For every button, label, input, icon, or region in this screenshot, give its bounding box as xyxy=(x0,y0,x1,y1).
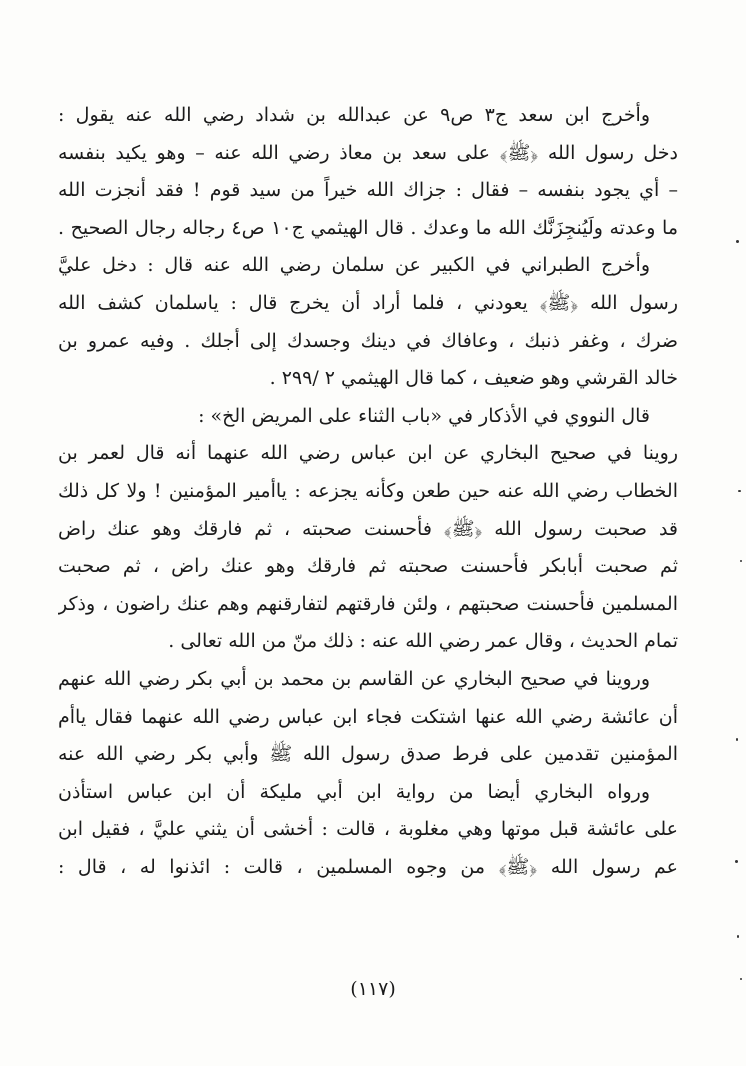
text-line: المؤمنين تقدمين على فرط صدق رسول الله ﷺ وأبي بكر رضي الله عنه xyxy=(58,743,678,766)
text-line: أن عائشة رضي الله عنها اشتكت فجاء ابن عباس رضي الله عنهما فقال ياأم xyxy=(58,705,678,728)
text-line: الخطاب رضي الله عنه حين طعن وكأنه يجزعه : ياأمير المؤمنين ! ولا كل ذلك xyxy=(58,479,678,502)
text-line: وروينا في صحيح البخاري عن القاسم بن محمد بن أبي بكر رضي الله عنهم xyxy=(58,667,650,690)
scan-speck xyxy=(738,490,741,492)
text-line: رسول الله ﴿ﷺ﴾ يعودني ، فلما أراد أن يخرج قال : ياسلمان كشف الله xyxy=(58,291,678,314)
scan-speck xyxy=(736,240,739,243)
text-line: المسلمين فأحسنت صحبتهم ، ولئن فارقتهم لتفارقنهم وهم عنك راضون ، وذكر xyxy=(58,592,678,615)
text-line: قال النووي في الأذكار في «باب الثناء على المريض الخ» : xyxy=(198,404,650,427)
scan-speck xyxy=(737,935,739,938)
text-line: وأخرج ابن سعد ج٣ ص٩ عن عبدالله بن شداد رضي الله عنه يقول : xyxy=(58,104,651,126)
scan-speck xyxy=(740,560,742,562)
text-line: ضرك ، وغفر ذنبك ، وعافاك في دينك وجسدك إلى أجلك . وفيه عمرو بن xyxy=(58,329,678,352)
text-line: عم رسول الله ﴿ﷺ﴾ من وجوه المسلمين ، قالت : ائذنوا له ، قال : xyxy=(58,855,678,878)
text-line: ورواه البخاري أيضا من رواية ابن أبي مليكة أن ابن عباس استأذن xyxy=(58,780,650,803)
scan-speck xyxy=(735,860,738,863)
text-line: دخل رسول الله ﴿ﷺ﴾ على سعد بن معاذ رضي الله عنه – وهو يكيد بنفسه xyxy=(58,141,678,164)
scan-speck xyxy=(740,978,742,980)
page-number: (١١٧) xyxy=(350,978,396,1000)
body-text xyxy=(58,97,678,886)
text-line: – أي يجود بنفسه – فقال : جزاك الله خيراً من سيد قوم ! فقد أنجزت الله xyxy=(58,179,678,202)
text-line: ثم صحبت أبابكر فأحسنت صحبته ثم فارقك وهو عنك راض ، ثم صحبت xyxy=(58,555,678,578)
text-line: تمام الحديث ، وقال عمر رضي الله عنه : ذلك منّ من الله تعالى . xyxy=(168,630,678,653)
text-line: ما وعدته ولَيُنجِزَنَّك الله ما وعدك . قال الهيثمي ج١٠ ص٤ رجاله رجال الصحيح . xyxy=(58,216,678,239)
text-line: روينا في صحيح البخاري عن ابن عباس رضي الله عنهما أنه قال لعمر بن xyxy=(58,442,678,465)
text-line: وأخرج الطبراني في الكبير عن سلمان رضي الله عنه قال : دخل عليَّ xyxy=(58,254,650,277)
scan-speck xyxy=(736,738,738,741)
text-line: على عائشة قبل موتها وهي مغلوبة ، قالت : أخشى أن يثني عليَّ ، فقيل ابن xyxy=(58,818,678,841)
text-line: خالد القرشي وهو ضعيف ، كما قال الهيثمي ٢ /٢٩٩ . xyxy=(269,367,678,390)
text-line: قد صحبت رسول الله ﴿ﷺ﴾ فأحسنت صحبته ، ثم فارقك وهو عنك راض xyxy=(58,517,678,540)
